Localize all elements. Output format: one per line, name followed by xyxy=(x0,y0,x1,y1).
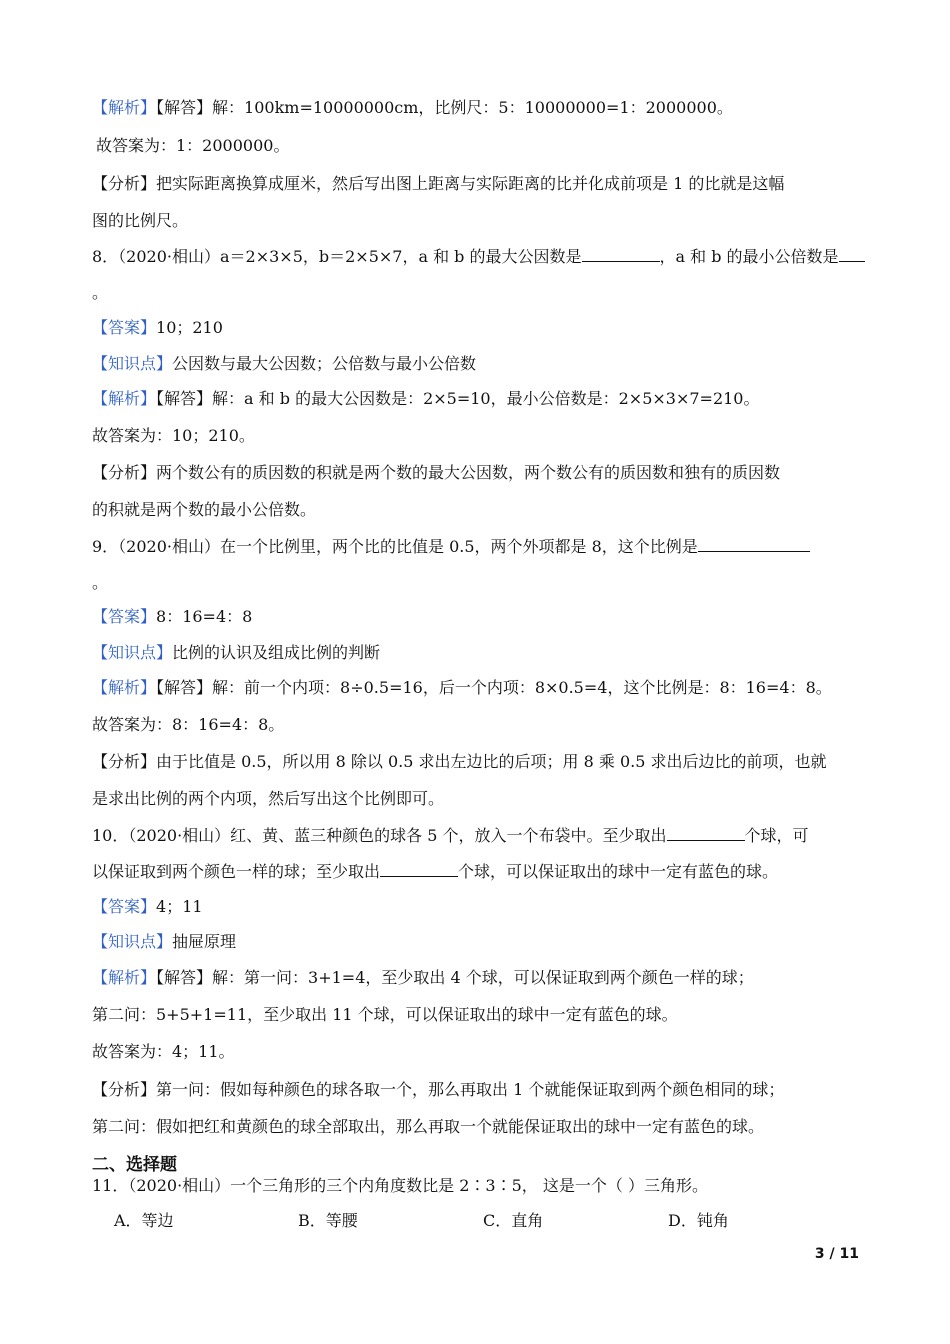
q9-answer-line xyxy=(92,606,252,628)
q8-knowledge: 公因数与最大公因数；公倍数与最小公倍数 xyxy=(172,354,477,373)
answer-tag: 【答案】 xyxy=(92,607,157,626)
q8-jiexi-line xyxy=(92,388,760,410)
answer-tag: 【答案】 xyxy=(92,318,157,337)
analysis-tag: 【分析】 xyxy=(92,1080,157,1099)
q9-analysis-line-2: 是求出比例的两个内项，然后写出这个比例即可。 xyxy=(92,789,445,808)
q8-answer: 10；210 xyxy=(156,318,223,337)
q7-analysis-line-1 xyxy=(92,173,784,195)
q7-analysis-text: 把实际距离换算成厘米，然后写出图上距离与实际距离的比并化成前项是 1 的比就是这幅 xyxy=(156,174,785,193)
q11-option-a: A．等边 xyxy=(114,1211,174,1230)
solution-tag: 【解答】 xyxy=(156,968,213,987)
q10-answer: 4；11 xyxy=(156,897,203,916)
q10-analysis-line-1 xyxy=(92,1079,784,1101)
section-heading: 二、选择题 xyxy=(92,1155,177,1175)
q11-option-b: B．等腰 xyxy=(298,1211,358,1230)
q8-analysis-line-1 xyxy=(92,462,780,484)
q9-analysis-text: 由于比值是 0.5，所以用 8 除以 0.5 求出左边比的后项；用 8 乘 0.5 求出后边比的前项，也就 xyxy=(156,752,827,771)
q10-stem-part-a: 10．（2020·相山）红、黄、蓝三种颜色的球各 5 个，放入一个布袋中。至少取出 xyxy=(92,826,667,845)
q11-option-c: C．直角 xyxy=(483,1211,544,1230)
q10-stem-part-b: 个球，可 xyxy=(744,826,809,845)
q8-knowledge-line xyxy=(92,353,476,375)
q9-knowledge-line xyxy=(92,642,380,664)
jiexi-tag: 【解析】 xyxy=(92,968,157,987)
q7-final-answer: 故答案为：1：2000000。 xyxy=(96,136,290,155)
knowledge-tag: 【知识点】 xyxy=(92,643,173,662)
analysis-tag: 【分析】 xyxy=(92,174,157,193)
q8-answer-blank-1 xyxy=(582,245,660,262)
q10-knowledge-line xyxy=(92,931,236,953)
q9-stem-end: 。 xyxy=(92,573,109,592)
q8-answer-line xyxy=(92,317,223,339)
q9-knowledge: 比例的认识及组成比例的判断 xyxy=(172,643,381,662)
q10-stem-line-1 xyxy=(92,824,809,847)
q10-final-answer: 故答案为：4；11。 xyxy=(92,1042,235,1061)
q9-jiexi-line xyxy=(92,677,832,699)
q8-stem-line-1 xyxy=(92,245,865,268)
q8-final-answer: 故答案为：10；210。 xyxy=(92,426,255,445)
q10-analysis-text: 第一问：假如每种颜色的球各取一个，那么再取出 1 个就能保证取到两个颜色相同的球； xyxy=(156,1080,785,1099)
q10-answer-line xyxy=(92,896,203,918)
q10-stem-part-c: 以保证取到两个颜色一样的球；至少取出 xyxy=(92,862,381,881)
q8-analysis-line-2: 的积就是两个数的最小公倍数。 xyxy=(92,500,317,519)
q10-jiexi-line-2: 第二问：5+5+1=11，至少取出 11 个球，可以保证取出的球中一定有蓝色的球。 xyxy=(92,1005,678,1024)
q10-knowledge: 抽屉原理 xyxy=(172,932,237,951)
q10-jiexi-text: 解：第一问：3+1=4，至少取出 4 个球，可以保证取到两个颜色一样的球； xyxy=(212,968,754,987)
knowledge-tag: 【知识点】 xyxy=(92,354,173,373)
q9-stem-text: 9．（2020·相山）在一个比例里，两个比的比值是 0.5，两个外项都是 8，这个比例是 xyxy=(92,537,698,556)
q9-stem-line-1 xyxy=(92,535,810,558)
jiexi-tag: 【解析】 xyxy=(92,678,157,697)
q11-option-d: D．钝角 xyxy=(668,1211,729,1230)
q9-answer-blank xyxy=(698,535,810,552)
q10-stem-part-d: 个球，可以保证取出的球中一定有蓝色的球。 xyxy=(458,862,779,881)
jiexi-tag: 【解析】 xyxy=(92,98,157,117)
solution-tag: 【解答】 xyxy=(156,389,213,408)
q10-analysis-line-2: 第二问：假如把红和黄颜色的球全部取出，那么再取一个就能保证取出的球中一定有蓝色的球。 xyxy=(92,1117,765,1136)
answer-tag: 【答案】 xyxy=(92,897,157,916)
q10-answer-blank-1 xyxy=(667,824,745,841)
q8-stem-end: 。 xyxy=(92,283,109,302)
q7-jiexi-text: 解：100km=10000000cm，比例尺：5：10000000=1：2000000。 xyxy=(212,98,733,117)
q8-stem-part-a: 8．（2020·相山）a＝2×3×5，b＝2×5×7，a 和 b 的最大公因数是 xyxy=(92,247,582,266)
analysis-tag: 【分析】 xyxy=(92,463,157,482)
q7-jiexi-line xyxy=(92,97,733,119)
solution-tag: 【解答】 xyxy=(156,678,213,697)
q8-stem-part-b: ，a 和 b 的最小公倍数是 xyxy=(659,247,839,266)
q7-analysis-line-2: 图的比例尺。 xyxy=(92,211,189,230)
q10-answer-blank-2 xyxy=(380,860,458,877)
q8-answer-blank-2 xyxy=(839,245,865,262)
q9-jiexi-text: 解：前一个内项：8÷0.5=16，后一个内项：8×0.5=4，这个比例是：8：16=4：8。 xyxy=(212,678,832,697)
knowledge-tag: 【知识点】 xyxy=(92,932,173,951)
solution-tag: 【解答】 xyxy=(156,98,213,117)
q9-analysis-line-1 xyxy=(92,751,827,773)
q10-stem-line-2 xyxy=(92,860,778,883)
page-number: 3 / 11 xyxy=(814,1246,859,1262)
q9-answer: 8：16=4：8 xyxy=(156,607,253,626)
q10-jiexi-line xyxy=(92,967,754,989)
q8-analysis-text: 两个数公有的质因数的积就是两个数的最大公因数，两个数公有的质因数和独有的质因数 xyxy=(156,463,781,482)
analysis-tag: 【分析】 xyxy=(92,752,157,771)
q8-jiexi-text: 解：a 和 b 的最大公因数是：2×5=10，最小公倍数是：2×5×3×7=210。 xyxy=(212,389,760,408)
jiexi-tag: 【解析】 xyxy=(92,389,157,408)
q9-final-answer: 故答案为：8：16=4：8。 xyxy=(92,715,285,734)
q11-stem: 11．（2020·相山）一个三角形的三个内角度数比是 2∶3∶5， 这是一个（ ）三角形。 xyxy=(92,1176,708,1195)
